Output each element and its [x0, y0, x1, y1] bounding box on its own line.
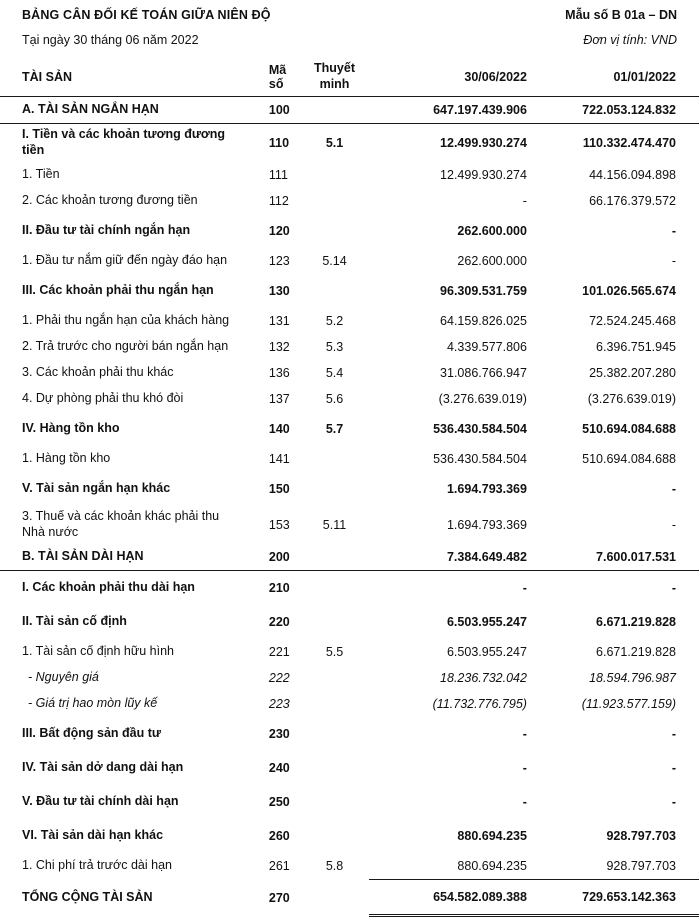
row-value-current: (11.732.776.795)	[432, 697, 527, 711]
row-label: 3. Các khoản phải thu khác	[22, 365, 174, 380]
document-header	[0, 0, 699, 58]
row-value-previous: 25.382.207.280	[589, 366, 676, 380]
table-row	[0, 124, 699, 163]
row-note: 5.3	[325, 340, 344, 354]
row-label: 4. Dự phòng phải thu khó đòi	[22, 391, 184, 406]
row-value-previous: 66.176.379.572	[589, 194, 676, 208]
table-row	[0, 188, 699, 214]
header-top-row	[22, 8, 677, 22]
row-note: 5.6	[325, 392, 344, 406]
form-code: Mẫu số B 01a – DN	[565, 8, 677, 22]
row-code: 150	[268, 482, 290, 496]
row-code: 230	[268, 727, 290, 741]
table-row	[0, 472, 699, 506]
row-code: 120	[268, 224, 290, 238]
table-row	[0, 506, 699, 544]
table-row	[0, 665, 699, 691]
row-code: 223	[268, 697, 290, 711]
column-header-note-line1: Thuyết	[314, 61, 355, 76]
row-label: III. Bất động sản đầu tư	[22, 726, 161, 741]
row-note: 5.5	[325, 645, 344, 659]
row-value-previous: 72.524.245.468	[589, 314, 676, 328]
row-note: 5.7	[325, 422, 344, 436]
row-note	[300, 605, 368, 639]
row-value-current: 96.309.531.759	[440, 284, 527, 298]
table-row	[0, 248, 699, 274]
row-note: 5.4	[325, 366, 344, 380]
row-label: IV. Tài sản dở dang dài hạn	[22, 760, 184, 775]
row-value-current: -	[522, 194, 527, 208]
row-value-previous: 6.671.219.828	[596, 615, 676, 629]
row-note	[300, 472, 368, 506]
row-label: II. Tài sản cố định	[22, 614, 127, 629]
table-row	[0, 162, 699, 188]
row-value-previous: -	[671, 482, 676, 496]
row-note	[300, 751, 368, 785]
table-row	[0, 853, 699, 880]
table-row	[0, 819, 699, 853]
row-value-previous: 722.053.124.832	[539, 97, 699, 124]
row-note	[300, 785, 368, 819]
row-value-current: 654.582.089.388	[369, 880, 539, 916]
row-label: I. Các khoản phải thu dài hạn	[22, 580, 195, 595]
row-code: 220	[268, 615, 290, 629]
row-label: 2. Các khoản tương đương tiền	[22, 193, 198, 208]
row-value-current: -	[522, 795, 527, 809]
column-header-previous-date: 01/01/2022	[613, 70, 676, 84]
row-value-previous: -	[671, 795, 676, 809]
row-code: 132	[268, 340, 290, 354]
row-note	[300, 162, 368, 188]
table-body	[0, 97, 699, 916]
column-header-current-date: 30/06/2022	[464, 70, 527, 84]
row-label: 1. Chi phí trả trước dài hạn	[22, 858, 172, 873]
row-code: 221	[268, 645, 290, 659]
row-code: 141	[268, 452, 290, 466]
column-header-label: TÀI SẢN	[22, 70, 72, 84]
table-row	[0, 334, 699, 360]
row-label: - Nguyên giá	[28, 670, 99, 685]
row-note	[300, 446, 368, 472]
column-header-note	[300, 58, 368, 97]
row-value-current: 6.503.955.247	[446, 615, 527, 629]
row-code: 130	[268, 284, 290, 298]
row-value-current: 262.600.000	[457, 254, 527, 268]
row-value-previous: 510.694.084.688	[582, 452, 676, 466]
row-code: 111	[268, 168, 288, 182]
row-value-current: 647.197.439.906	[369, 97, 539, 124]
row-value-previous: 6.396.751.945	[596, 340, 676, 354]
row-value-current: 4.339.577.806	[446, 340, 527, 354]
row-note	[300, 665, 368, 691]
row-note: 5.2	[325, 314, 344, 328]
currency-unit: Đơn vị tính: VND	[583, 33, 677, 47]
row-label: 1. Đầu tư nắm giữ đến ngày đáo hạn	[22, 253, 228, 268]
row-note	[300, 214, 368, 248]
row-value-current: 64.159.826.025	[440, 314, 527, 328]
row-note	[300, 188, 368, 214]
row-code: 110	[268, 136, 290, 150]
row-code: 200	[251, 544, 301, 571]
row-label: 2. Trả trước cho người bán ngắn hạn	[22, 339, 229, 354]
row-code: 240	[268, 761, 290, 775]
row-value-current: 536.430.584.504	[433, 452, 527, 466]
row-value-previous: -	[671, 254, 676, 268]
row-label: B. TÀI SẢN DÀI HẠN	[0, 544, 251, 571]
row-value-current: 880.694.235	[457, 859, 527, 873]
row-value-previous: -	[671, 518, 676, 532]
table-row	[0, 446, 699, 472]
table-row	[0, 544, 699, 571]
row-note	[300, 274, 368, 308]
row-value-current: 12.499.930.274	[440, 168, 527, 182]
row-value-previous: 928.797.703	[606, 859, 676, 873]
row-code: 112	[268, 194, 289, 208]
row-value-current: 7.384.649.482	[369, 544, 539, 571]
row-note	[300, 880, 368, 916]
row-note	[300, 691, 368, 717]
row-value-previous: -	[671, 727, 676, 741]
row-label: V. Đầu tư tài chính dài hạn	[22, 794, 179, 809]
row-label: - Giá trị hao mòn lũy kế	[28, 696, 158, 711]
balance-sheet-table	[0, 58, 699, 917]
row-note	[300, 544, 368, 571]
report-date: Tại ngày 30 tháng 06 năm 2022	[22, 33, 199, 47]
row-value-previous: (11.923.577.159)	[581, 697, 676, 711]
row-code: 210	[268, 581, 290, 595]
row-label: VI. Tài sản dài hạn khác	[22, 828, 164, 843]
row-label: V. Tài sản ngắn hạn khác	[22, 481, 171, 496]
row-value-current: 1.694.793.369	[446, 482, 527, 496]
table-row	[0, 717, 699, 751]
row-label: III. Các khoản phải thu ngắn hạn	[22, 283, 214, 298]
row-code: 153	[268, 518, 290, 532]
row-value-previous: 18.594.796.987	[589, 671, 676, 685]
column-header-note-line2: minh	[319, 77, 350, 91]
row-value-current: -	[522, 727, 527, 741]
row-code: 270	[268, 890, 290, 905]
row-value-previous: 7.600.017.531	[539, 544, 699, 571]
row-value-current: 31.086.766.947	[440, 366, 527, 380]
row-note	[300, 819, 368, 853]
row-value-current: 262.600.000	[457, 224, 527, 238]
row-code: 261	[268, 859, 290, 874]
row-value-previous: 729.653.142.363	[539, 880, 699, 916]
row-value-current: 880.694.235	[457, 829, 527, 843]
row-note: 5.1	[325, 136, 344, 150]
row-note: 5.14	[322, 254, 347, 268]
row-code: 123	[268, 254, 290, 268]
row-code: 222	[268, 671, 290, 685]
table-row	[0, 97, 699, 124]
row-note: 5.8	[325, 859, 344, 874]
table-row	[0, 880, 699, 916]
row-value-previous: 928.797.703	[606, 829, 676, 843]
row-label: I. Tiền và các khoản tương đương tiền	[22, 127, 226, 157]
row-code: 100	[251, 97, 301, 124]
row-code: 260	[268, 829, 290, 843]
table-row	[0, 691, 699, 717]
row-label: A. TÀI SẢN NGẮN HẠN	[0, 97, 251, 124]
row-value-previous: 6.671.219.828	[596, 645, 676, 659]
row-value-current: 536.430.584.504	[433, 422, 527, 436]
table-row	[0, 785, 699, 819]
row-code: 250	[268, 795, 290, 809]
table-row	[0, 360, 699, 386]
row-note	[300, 717, 368, 751]
table-row	[0, 605, 699, 639]
row-value-current: 18.236.732.042	[440, 671, 527, 685]
row-note: 5.11	[322, 518, 347, 532]
table-row	[0, 308, 699, 334]
row-note	[300, 571, 368, 606]
table-row	[0, 571, 699, 606]
table-row	[0, 639, 699, 665]
row-value-previous: 44.156.094.898	[589, 168, 676, 182]
table-row	[0, 214, 699, 248]
table-row	[0, 274, 699, 308]
table-row	[0, 751, 699, 785]
row-value-previous: -	[671, 224, 676, 238]
row-value-previous: (3.276.639.019)	[587, 392, 676, 406]
row-value-current: -	[522, 761, 527, 775]
row-value-previous: 110.332.474.470	[582, 136, 676, 150]
row-value-previous: -	[671, 581, 676, 595]
row-label: 1. Hàng tồn kho	[22, 451, 111, 466]
table-row	[0, 412, 699, 446]
row-value-current: 6.503.955.247	[446, 645, 527, 659]
row-code: 136	[268, 366, 290, 380]
header-second-row	[22, 33, 677, 47]
row-label: II. Đầu tư tài chính ngắn hạn	[22, 223, 191, 238]
row-label: 1. Tiền	[22, 167, 60, 182]
row-value-current: (3.276.639.019)	[438, 392, 527, 406]
row-label: 3. Thuế và các khoản khác phải thu Nhà nước	[22, 509, 220, 539]
page-title: BẢNG CÂN ĐỐI KẾ TOÁN GIỮA NIÊN ĐỘ	[22, 8, 271, 22]
table-header	[0, 58, 699, 97]
row-code: 131	[268, 314, 290, 328]
row-code: 137	[268, 392, 290, 406]
row-label: 1. Tài sản cố định hữu hình	[22, 644, 174, 659]
row-label: 1. Phải thu ngắn hạn của khách hàng	[22, 313, 230, 328]
row-value-current: -	[522, 581, 527, 595]
row-code: 140	[268, 422, 290, 436]
table-row	[0, 386, 699, 412]
row-value-current: 1.694.793.369	[446, 518, 527, 532]
row-value-previous: 510.694.084.688	[582, 422, 676, 436]
column-header-code: Mã số	[268, 63, 287, 91]
row-value-previous: 101.026.565.674	[582, 284, 676, 298]
row-label: IV. Hàng tồn kho	[22, 421, 120, 436]
row-note	[300, 97, 368, 124]
header-row	[0, 58, 699, 97]
row-label: TỔNG CỘNG TÀI SẢN	[22, 889, 153, 904]
row-value-current: 12.499.930.274	[440, 136, 527, 150]
row-value-previous: -	[671, 761, 676, 775]
